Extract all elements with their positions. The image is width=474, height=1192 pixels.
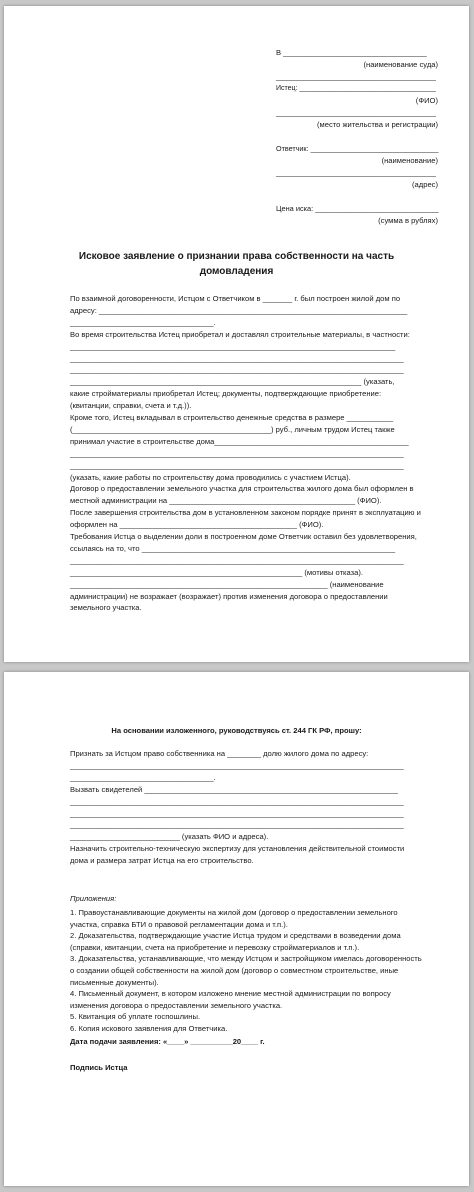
body-line: Договор о предоставлении земельного участка для строительства жилого дома был оформлен в [70,484,414,494]
request-heading: На основании изложенного, руководствуясь ст. 244 ГК РФ, прошу: [111,726,362,735]
body-line: земельного участка. [70,603,142,613]
price-line: Цена иска: ______________________________ [276,204,439,213]
body-line: администрации) не возражает (возражает) против изменения договора о предоставлении [70,591,388,601]
body-line: _____________________________________________________________________________ [70,341,396,351]
body-line: После завершения строительства дом в установленном законом порядке принят в эксплуатацию и [70,508,421,518]
filing-date-line: Дата подачи заявления: «____» __________20____ г. [70,1037,265,1046]
court-hint: (наименование суда) [363,60,438,69]
body-line: Кроме того, Истец вкладывал в строительство денежные средства в размере ___________ [70,413,394,422]
document-page-1 [4,6,469,662]
price-hint: (сумма в рублях) [378,216,438,225]
body-line: (указать, какие работы по строительству дома проводились с участием Истца). [70,472,351,482]
court-line: В __________________________________ [276,48,427,57]
attachment-item: 4. Письменный документ, в котором изложено мнение местной администрации по вопросу [70,989,391,999]
name-hint: (наименование) [381,156,438,165]
plaintiff-line: Истец: ___________________________________ [276,85,436,92]
plaintiff-signature: Подпись Истца [70,1063,128,1072]
attachment-item: 5. Квитанция об уплате госпошлины. [70,1012,201,1022]
body-line: _______________________________________________________________________________ [70,460,404,470]
body-line: _______________________________________________________ (мотивы отказа). [70,567,364,577]
request-line: _______________________________________________________________________________ [70,808,404,818]
attachment-item: участка, справка БТИ о правовой регламентации дома и т.п.). [70,919,288,929]
document-title-line2: домовладения [199,266,274,277]
body-line: _____________________________________________________________ (наименование [70,579,384,589]
body-line: По взаимной договоренности, Истцом с Ответчиком в _______ г. был построен жилой дом по [70,294,401,303]
request-line: _______________________________________________________________________________ [70,760,404,770]
address-hint: (адрес) [412,180,438,189]
attachment-item: 6. Копия искового заявления для Ответчика. [70,1024,228,1033]
request-line: _______________________________________________________________________________ [70,820,404,830]
attachment-item: о создании общей собственности на жилой дом (договор о совместном строительстве, иные [70,966,399,975]
body-line: (_______________________________________________) руб., личным трудом Истец также [70,424,395,434]
attachments-title: Приложения: [70,894,117,903]
attachment-item: 3. Доказательства, устанавливающие, что между Истцом и застройщиком имелась договоренность [70,954,422,964]
body-line: адресу: _________________________________________________________________________ [70,305,408,315]
body-line: _______________________________________________________________________________ [70,555,404,565]
request-line: Признать за Истцом право собственника на ________ долю жилого дома по адресу: [70,749,369,758]
fio-hint: (ФИО) [415,96,438,105]
body-line: _______________________________________________________________________________ [70,353,404,363]
document-title-line1: Исковое заявление о признании права собственности на часть [78,251,395,262]
body-line: (квитанции, справки, счета и т.д.)). [70,401,192,411]
body-line: __________________________________. [70,317,216,327]
request-line: __________________________ (указать ФИО и адреса). [70,832,269,842]
header-blank-line: ________________________________________ [276,168,436,177]
attachment-item: 1. Правоустанавливающие документы на жилой дом (договор о предоставлении земельного [70,908,398,917]
body-line: Во время строительства Истец приобретал и доставлял строительные материалы, в частности: [70,329,410,339]
body-line: оформлен на __________________________________________ (ФИО). [70,520,324,530]
body-line: принимал участие в строительстве дома______________________________________________ [70,436,409,446]
body-line: Требования Истца о выделении доли в построенном доме Ответчик оставил без удовлетворения, [70,532,417,541]
defendant-line: Ответчик: ________________________________ [276,144,439,153]
body-line: ссылаясь на то, что ____________________________________________________________ [70,543,396,553]
attachment-item: (справки, квитанции, счета на приобретение и перевозку стройматериалов и т.п.). [70,942,360,952]
body-line: местной администрации на ____________________________________________ (ФИО). [70,496,382,506]
header-blank-line: ________________________________________ [276,108,436,117]
body-line: _______________________________________________________________________________ [70,365,404,375]
request-line: дома и размера затрат Истца на его строительство. [70,856,254,866]
attachment-item: изменения договора о предоставлении земельного участка. [70,1000,283,1010]
body-line: _____________________________________________________________________ (указать, [70,377,395,387]
attachment-item: 2. Доказательства, подтверждающие участие Истца трудом и средствами в возведении дома [70,931,401,941]
attachment-item: письменные документы). [70,977,159,987]
request-line: __________________________________. [70,772,216,782]
header-blank-line: ________________________________________ [276,72,436,81]
request-line: Назначить строительно-техническую экспертизу для установления действительной стоимости [70,844,405,854]
request-line: _______________________________________________________________________________ [70,796,404,806]
body-line: какие стройматериалы приобретал Истец; документы, подтверждающие приобретение: [70,389,382,399]
document-page-2 [4,672,469,1186]
request-line: Вызвать свидетелей ____________________________________________________________ [70,784,398,794]
residence-hint: (место жительства и регистрации) [316,120,438,129]
body-line: _______________________________________________________________________________ [70,448,404,458]
